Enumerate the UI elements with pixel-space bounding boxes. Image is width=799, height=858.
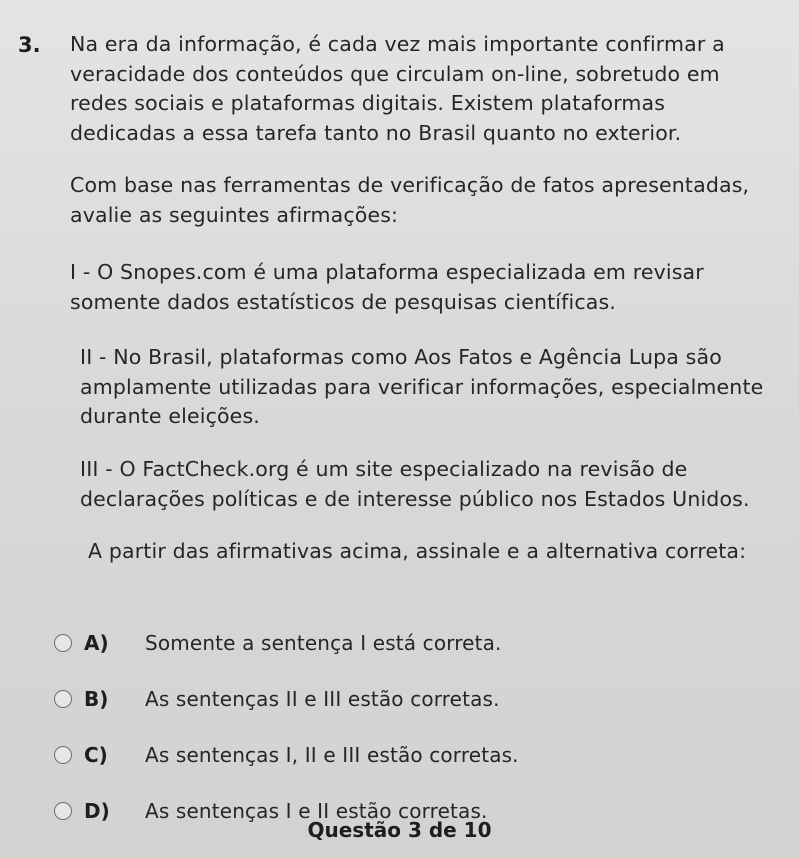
radio-button[interactable]: [54, 690, 72, 708]
question-prompt: [70, 171, 781, 230]
option-letter: B): [84, 687, 109, 711]
intro-line: dedicadas a essa tarefa tanto no Brasil quanto no exterior.: [70, 120, 682, 145]
question-progress: Questão 3 de 10: [307, 818, 492, 842]
statement-line: declarações políticas e de interesse público nos Estados Unidos.: [80, 486, 750, 511]
prompt-line: Com base nas ferramentas de verificação de fatos apresentadas,: [70, 173, 750, 197]
question-ask: A partir das afirmativas acima, assinale e a alternativa correta:: [88, 539, 747, 563]
statement-line: durante eleições.: [80, 404, 260, 428]
option-letter: C): [84, 743, 108, 767]
option-text: Somente a sentença I está correta.: [145, 631, 502, 655]
statement-line: I - O Snopes.com é uma plataforma especializada em revisar: [70, 260, 704, 284]
answer-options: [50, 615, 750, 839]
statement-line: III - O FactCheck.org é um site especializado na revisão de: [80, 457, 688, 481]
option-letter: A): [84, 631, 109, 655]
statement-line: amplamente utilizadas para verificar informações, especialmente: [80, 374, 764, 399]
option-text: As sentenças I, II e III estão corretas.: [145, 743, 519, 767]
statement-line: somente dados estatísticos de pesquisas científicas.: [70, 289, 616, 314]
option-a[interactable]: [50, 615, 750, 671]
option-c[interactable]: [50, 727, 750, 783]
option-b[interactable]: [50, 671, 750, 727]
intro-line: veracidade dos conteúdos que circulam on-line, sobretudo em: [70, 61, 720, 86]
radio-button[interactable]: [54, 746, 72, 764]
statement-line: II - No Brasil, plataformas como Aos Fatos e Agência Lupa são: [80, 345, 722, 369]
statement-3: [80, 455, 781, 514]
statement-2: [80, 343, 781, 432]
option-text: As sentenças II e III estão corretas.: [145, 687, 500, 711]
intro-line: redes sociais e plataformas digitais. Existem plataformas: [70, 91, 666, 115]
question-number: 3.: [18, 33, 41, 57]
option-text: As sentenças I e II estão corretas.: [145, 799, 488, 823]
radio-button[interactable]: [54, 634, 72, 652]
statement-1: [70, 258, 781, 317]
option-letter: D): [84, 799, 110, 823]
prompt-line: avalie as seguintes afirmações:: [70, 202, 399, 227]
intro-line: Na era da informação, é cada vez mais importante confirmar a: [70, 32, 725, 56]
question-intro: [70, 30, 781, 148]
